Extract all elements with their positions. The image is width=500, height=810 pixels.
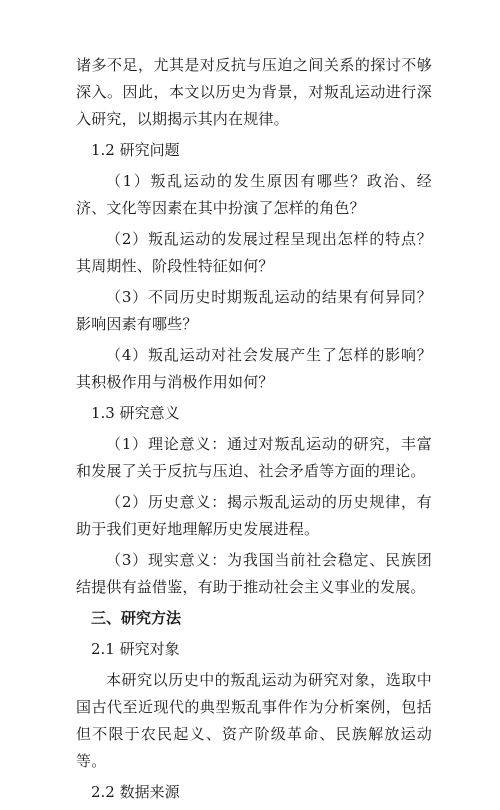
paragraph-significance-1: （1）理论意义：通过对叛乱运动的研究，丰富和发展了关于反抗与压迫、社会矛盾等方面的理论。 (76, 435, 432, 480)
document-page (76, 52, 432, 810)
heading-data-source: 2.2 数据来源 (91, 783, 180, 801)
heading-research-questions: 1.2 研究问题 (91, 141, 180, 159)
paragraph-question-1: （1）叛乱运动的发生原因有哪些？政治、经济、文化等因素在其中扮演了怎样的角色？ (76, 172, 432, 217)
paragraph-question-3: （3）不同历史时期叛乱运动的结果有何异同？影响因素有哪些？ (76, 288, 432, 333)
paragraph-question-4: （4）叛乱运动对社会发展产生了怎样的影响？其积极作用与消极作用如何？ (76, 346, 432, 391)
paragraph-research-object: 本研究以历史中的叛乱运动为研究对象，选取中国古代至近现代的典型叛乱事件作为分析案例，包括但不限于农民起义、资产阶级革命、民族解放运动等。 (76, 671, 432, 770)
heading-research-significance: 1.3 研究意义 (91, 404, 180, 422)
heading-research-object: 2.1 研究对象 (91, 640, 180, 658)
paragraph-significance-3: （3）现实意义：为我国当前社会稳定、民族团结提供有益借鉴，有助于推动社会主义事业的发展。 (76, 551, 432, 596)
paragraph-question-2: （2）叛乱运动的发展过程呈现出怎样的特点？其周期性、阶段性特征如何？ (76, 230, 432, 275)
paragraph-intro: 诸多不足，尤其是对反抗与压迫之间关系的探讨不够深入。因此，本文以历史为背景，对叛乱运动进行深入研究，以期揭示其内在规律。 (76, 56, 432, 128)
section-title-methods: 三、研究方法 (91, 609, 182, 627)
paragraph-significance-2: （2）历史意义：揭示叛乱运动的历史规律，有助于我们更好地理解历史发展进程。 (76, 493, 432, 538)
